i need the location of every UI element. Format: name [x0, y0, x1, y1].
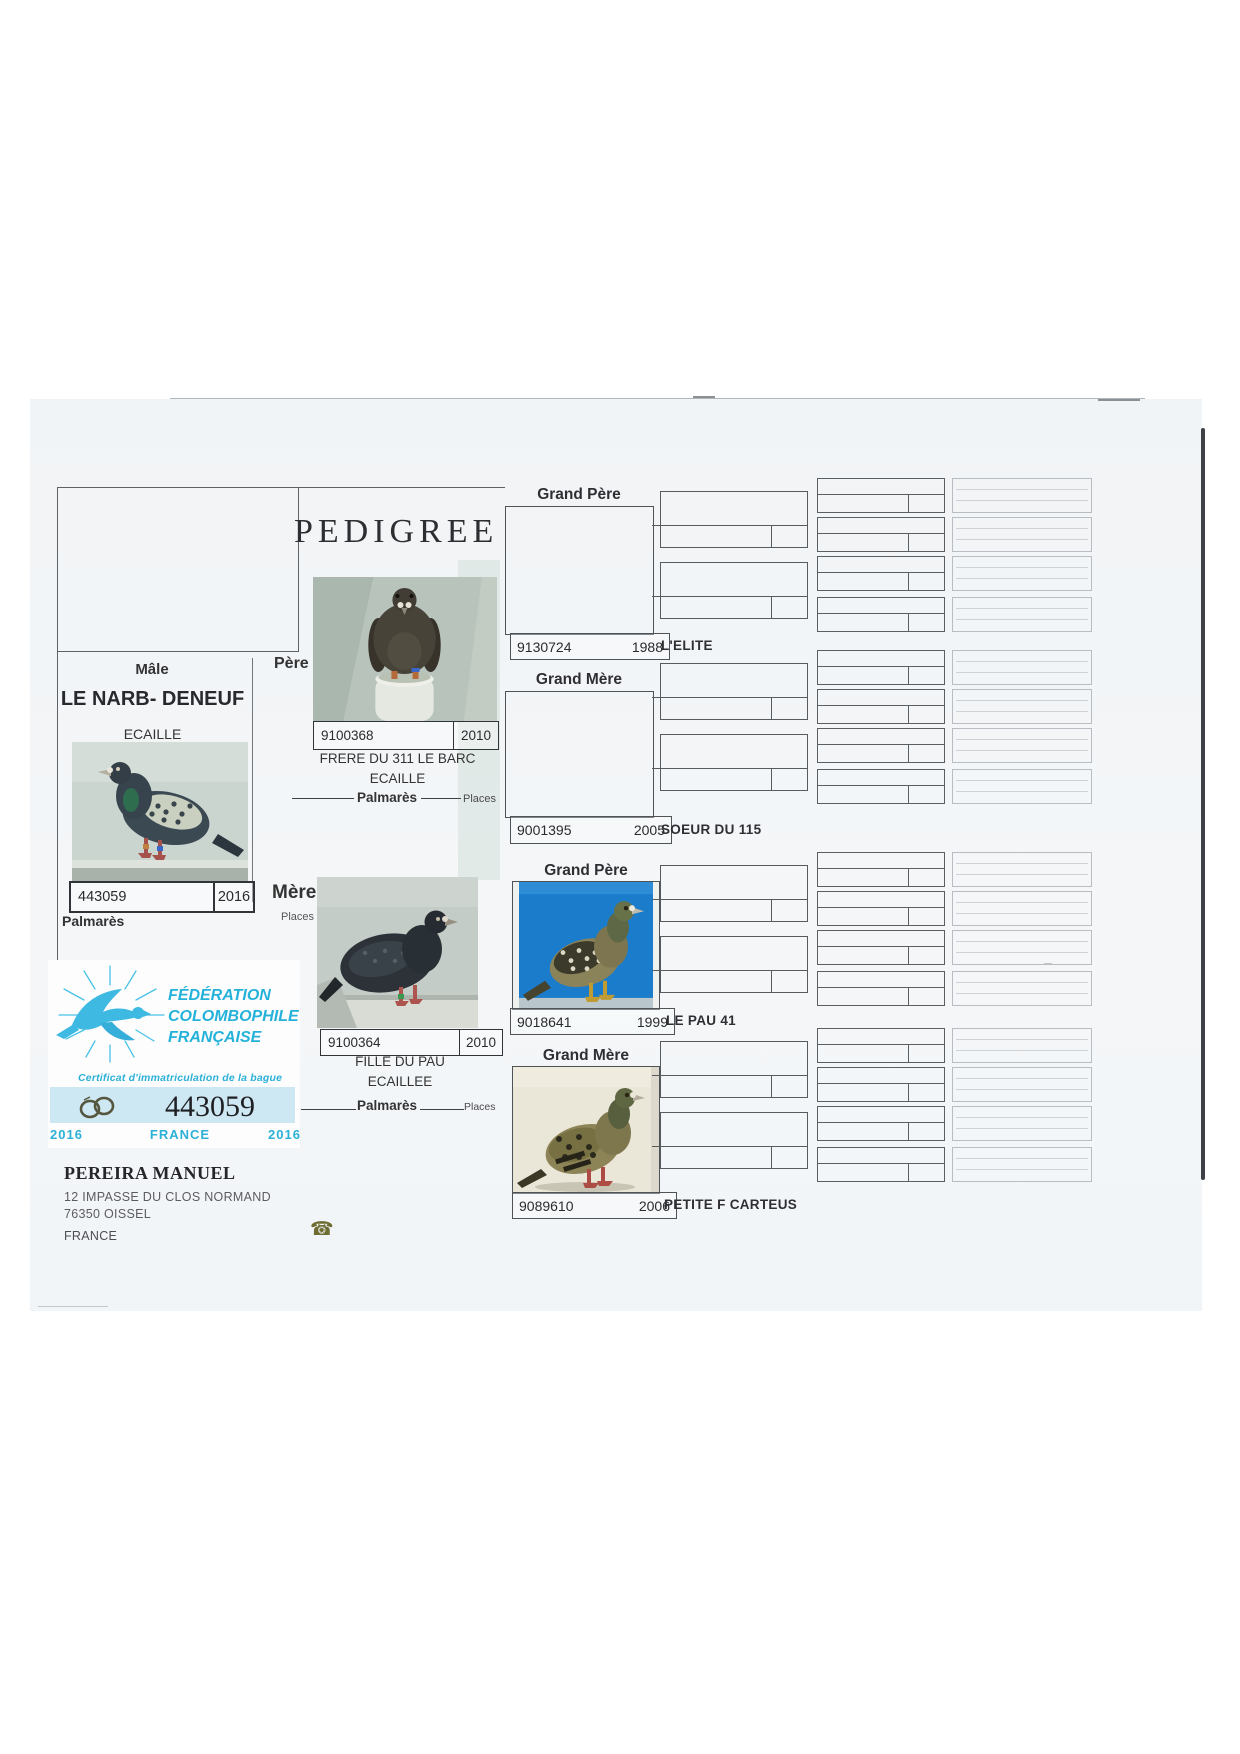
- subject-ring-row: [69, 881, 255, 913]
- grandmother-2-ring-number: 9089610: [519, 1197, 574, 1214]
- grandfather-1-ring-number: 9130724: [517, 638, 572, 655]
- federation-name-line2: COLOMBOPHILE: [168, 1008, 299, 1025]
- certificate-year-right: 2016: [268, 1127, 301, 1142]
- scan-right-edge: [1201, 428, 1205, 1180]
- federation-name: [168, 985, 299, 1048]
- scan-speck: [1044, 963, 1052, 965]
- grandmother-2-ring-year: 2006: [638, 1197, 670, 1214]
- grandmother-2-name: PETITE F CARTEUS: [664, 1197, 798, 1212]
- owner-country: FRANCE: [64, 1229, 118, 1243]
- palmares-underline: [421, 798, 461, 799]
- father-color: ECAILLE: [369, 771, 426, 786]
- grandmother-1-name: SOEUR DU 115: [661, 822, 762, 837]
- form-top-line: [297, 487, 505, 488]
- grandfather-2-ring-year: 1999: [636, 1013, 668, 1030]
- owner-address-line1: 12 IMPASSE DU CLOS NORMAND: [64, 1190, 271, 1204]
- subject-ring-year: 2016: [213, 883, 253, 911]
- scan-mark: [1098, 399, 1140, 401]
- palmares-underline: [292, 798, 354, 799]
- grandmother-1-ring-row: [510, 816, 672, 844]
- certificate-label: Certificat d'immatriculation de la bague: [78, 1072, 283, 1084]
- grandfather-1-ring-year: 1988: [631, 638, 663, 655]
- father-ring-number: 9100368: [321, 728, 374, 743]
- mother-label: Mère: [272, 882, 317, 903]
- owner-name: PEREIRA MANUEL: [64, 1163, 236, 1183]
- father-ring-year: 2010: [453, 722, 498, 749]
- grandmother-2-pigeon-photo: [512, 1066, 660, 1194]
- mother-places-label: Places: [464, 1101, 496, 1113]
- grandmother-1-ring-year: 2005: [633, 822, 665, 838]
- mother-pigeon-photo: [317, 877, 478, 1028]
- grandmother-2-header: Grand Mère: [542, 1047, 630, 1064]
- grandfather-1-name: L'ELITE: [661, 638, 713, 653]
- subject-palmares-label: Palmarès: [62, 913, 125, 929]
- father-label: Père: [274, 655, 309, 672]
- owner-address-line2: 76350 OISSEL: [64, 1207, 151, 1221]
- grandmother-1-ring-number: 9001395: [517, 822, 572, 838]
- father-name: FRERE DU 311 LE BARC: [319, 751, 476, 766]
- telephone-icon: ☎: [310, 1219, 334, 1240]
- dove-logo-icon: [52, 963, 170, 1067]
- pigeon-rings-icon: [78, 1094, 116, 1120]
- certificate-country: FRANCE: [149, 1127, 211, 1142]
- scan-speck: [38, 1306, 108, 1307]
- mother-ring-year: 2010: [459, 1030, 502, 1055]
- empty-header-box: [57, 487, 299, 652]
- grandfather-2-pigeon-photo: [512, 881, 660, 1010]
- grandfather-1-box: [505, 506, 654, 635]
- certificate-ring-number: 443059: [165, 1090, 255, 1123]
- subject-sex-label: Mâle: [135, 661, 169, 678]
- mother-places-note: Places: [281, 911, 315, 923]
- grandmother-1-header: Grand Mère: [535, 671, 623, 688]
- grandfather-2-ring-row: [510, 1008, 675, 1035]
- mother-color: ECAILLEE: [367, 1074, 433, 1089]
- federation-name-line1: FÉDÉRATION: [168, 987, 271, 1004]
- mother-ring-number: 9100364: [328, 1035, 381, 1050]
- father-places-label: Places: [463, 793, 497, 805]
- father-palmares-label: Palmarès: [357, 790, 418, 805]
- mother-palmares-label: Palmarès: [357, 1098, 418, 1113]
- subject-name: LE NARB- DENEUF: [60, 688, 245, 710]
- grandfather-2-name: LE PAU 41: [666, 1013, 736, 1028]
- subject-ring-number: 443059: [78, 889, 127, 905]
- scan-mark: [693, 396, 715, 398]
- subject-color: ECAILLE: [123, 726, 182, 742]
- pedigree-title: PEDIGREE: [294, 513, 499, 550]
- palmares-underline: [301, 1109, 356, 1110]
- certificate-year-left: 2016: [50, 1127, 83, 1142]
- grandfather-2-ring-number: 9018641: [517, 1013, 572, 1030]
- subject-pigeon-photo: [72, 742, 248, 881]
- grandfather-1-ring-row: [510, 633, 670, 660]
- mother-name: FILLE DU PAU: [355, 1054, 445, 1069]
- father-ring-row: [313, 721, 499, 750]
- grandmother-2-ring-row: [512, 1192, 677, 1219]
- mother-ring-row: [320, 1029, 503, 1056]
- federation-name-line3: FRANÇAISE: [168, 1029, 262, 1046]
- grandmother-1-box: [505, 691, 654, 818]
- father-pigeon-photo: [313, 577, 497, 721]
- scan-top-edge: [170, 398, 1145, 399]
- grandfather-1-header: Grand Père: [537, 486, 621, 503]
- grandfather-2-header: Grand Père: [544, 862, 628, 879]
- palmares-underline: [420, 1109, 464, 1110]
